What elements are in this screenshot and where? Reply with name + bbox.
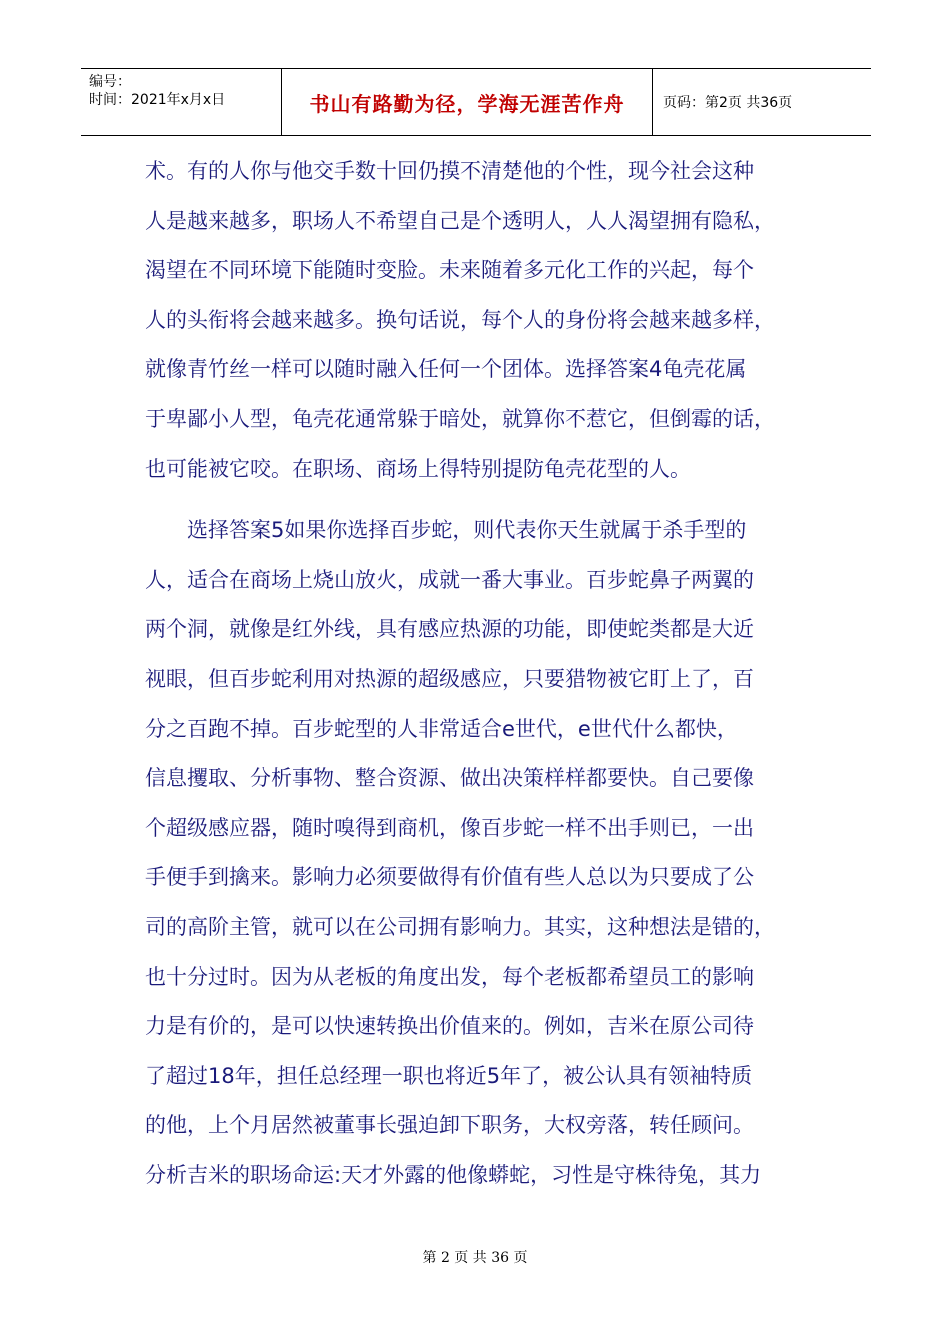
text-line: 术。有的人你与他交手数十回仍摸不清楚他的个性，现今社会这种 xyxy=(145,159,754,183)
header-motto: 书山有路勤为径，学海无涯苦作舟 xyxy=(309,91,625,116)
page-header xyxy=(81,68,871,136)
text-line: 人的头衔将会越来越多。换句话说，每个人的身份将会越来越多样， xyxy=(145,307,775,332)
text-line: 于卑鄙小人型，龟壳花通常躲于暗处，就算你不惹它，但倒霉的话， xyxy=(145,406,775,431)
text-line: 了超过18年，担任总经理一职也将近5年了，被公认具有领袖特质 xyxy=(145,1063,753,1088)
text-line: 选择答案5如果你选择百步蛇，则代表你天生就属于杀手型的 xyxy=(187,518,747,543)
document-time-label: 时间：2021年x月x日 xyxy=(89,92,226,108)
text-line: 就像青竹丝一样可以随时融入任何一个团体。选择答案4龟壳花属 xyxy=(145,357,747,382)
text-line: 信息攫取、分析事物、整合资源、做出决策样样都要快。自己要像 xyxy=(145,766,754,791)
page-footer: 第 2 页 共 36 页 xyxy=(422,1250,528,1266)
text-line: 人是越来越多，职场人不希望自己是个透明人，人人渴望拥有隐私， xyxy=(145,208,775,233)
text-line: 的他，上个月居然被董事长强迫卸下职务，大权旁落，转任顾问。 xyxy=(145,1113,754,1138)
header-page-info-cell xyxy=(653,69,871,135)
text-line: 分析吉米的职场命运:天才外露的他像蟒蛇，习性是守株待兔，其力 xyxy=(145,1162,762,1187)
text-line: 两个洞，就像是红外线，具有感应热源的功能，即使蛇类都是大近 xyxy=(145,617,754,642)
text-line: 视眼，但百步蛇利用对热源的超级感应，只要猎物被它盯上了，百 xyxy=(145,666,754,691)
paragraph xyxy=(145,506,805,1200)
paragraph xyxy=(145,147,805,494)
header-meta xyxy=(81,69,281,135)
header-page-info: 页码：第2页 共36页 xyxy=(663,95,793,111)
text-line: 也可能被它咬。在职场、商场上得特别提防龟壳花型的人。 xyxy=(145,456,691,481)
text-line: 也十分过时。因为从老板的角度出发，每个老板都希望员工的影响 xyxy=(145,964,754,989)
text-line: 渴望在不同环境下能随时变脸。未来随着多元化工作的兴起，每个 xyxy=(145,258,754,283)
body-text xyxy=(145,147,805,1200)
text-line: 力是有价的，是可以快速转换出价值来的。例如，吉米在原公司待 xyxy=(145,1014,754,1039)
document-number-label: 编号： xyxy=(89,74,131,90)
text-line: 人，适合在商场上烧山放火，成就一番大事业。百步蛇鼻子两翼的 xyxy=(145,567,754,592)
text-line: 司的高阶主管，就可以在公司拥有影响力。其实，这种想法是错的， xyxy=(145,914,775,939)
text-line: 分之百跑不掉。百步蛇型的人非常适合e世代，e世代什么都快， xyxy=(145,716,738,741)
header-motto-cell xyxy=(281,69,653,135)
text-line: 个超级感应器，随时嗅得到商机，像百步蛇一样不出手则已，一出 xyxy=(145,815,754,840)
paragraph-gap xyxy=(145,494,805,506)
text-line: 手便手到擒来。影响力必须要做得有价值有些人总以为只要成了公 xyxy=(145,865,754,890)
